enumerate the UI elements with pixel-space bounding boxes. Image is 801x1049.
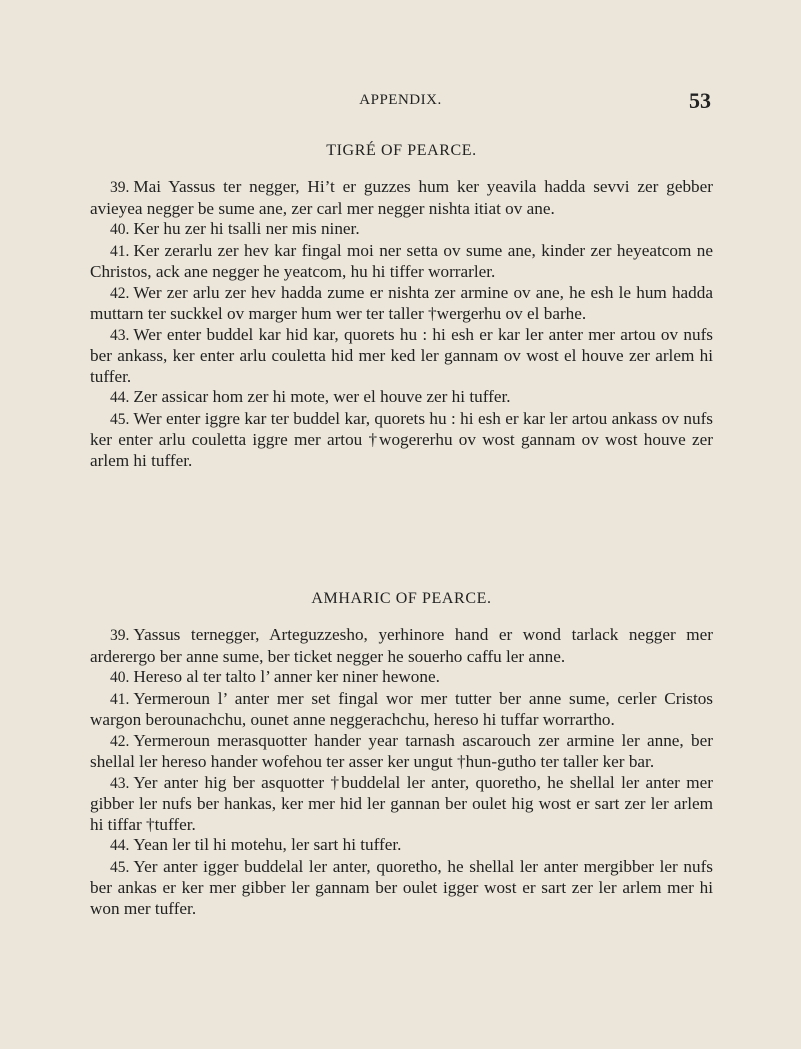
verse-number: 39. bbox=[110, 179, 130, 196]
verse-paragraph bbox=[90, 667, 713, 689]
verse-paragraph bbox=[90, 409, 713, 472]
verse-number: 43. bbox=[110, 326, 130, 344]
page-number: 53 bbox=[689, 88, 711, 113]
verse-paragraph bbox=[90, 283, 713, 325]
verse-number: 45. bbox=[110, 410, 130, 428]
verse-text: Yassus ternegger, Arteguzzesho, yerhinore hand er wond tarlack negger mer arderergo ber anne sume, ber ticket negger he souerho caffu ler anne. bbox=[90, 625, 713, 666]
verse-number: 41. bbox=[110, 690, 130, 708]
verse-paragraph bbox=[90, 387, 713, 409]
verse-text: Wer zer arlu zer hev hadda zume er nishta zer armine ov ane, he esh le hum hadda muttarn ter suckkel ov marger hum wer ter taller †wergerhu ov el barhe. bbox=[90, 282, 713, 323]
verse-number: 40. bbox=[110, 221, 130, 238]
verse-paragraph bbox=[90, 835, 713, 857]
verse-number: 44. bbox=[110, 837, 130, 854]
section-title: TIGRÉ OF PEARCE. bbox=[326, 142, 477, 159]
verse-text: Wer enter buddel kar hid kar, quorets hu : hi esh er kar ler anter mer artou ov nufs ber ankass, ker enter arlu couletta hid mer ked ler gannam ov wost el houve zer arlem hi tuffer. bbox=[90, 324, 713, 386]
verse-paragraph bbox=[90, 857, 713, 920]
verse-paragraph bbox=[90, 689, 713, 731]
amharic-section bbox=[90, 590, 713, 919]
verse-number: 39. bbox=[110, 627, 130, 644]
verse-text: Yermeroun l’ anter mer set fingal wor mer tutter ber anne sume, cerler Cristos wargon berounachchu, ounet anne neggerachchu, hereso hi tuffar worrartho. bbox=[90, 688, 713, 729]
verse-text: Ker hu zer hi tsalli ner mis niner. bbox=[133, 219, 360, 238]
verse-number: 45. bbox=[110, 858, 130, 876]
verse-text: Yer anter hig ber asquotter †buddelal ler anter, quoretho, he shellal ler anter mer gibber ler nufs ber hankas, ker mer hid ler gannan ber oulet hig wost er sart zer ler arlem hi tiffar †tuffer. bbox=[90, 772, 713, 834]
verse-number: 42. bbox=[110, 732, 130, 750]
tigre-section bbox=[90, 142, 713, 471]
verse-text: Wer enter iggre kar ter buddel kar, quorets hu : hi esh er kar ler artou ankass ov nufs ker enter arlu couletta iggre mer artou †wogererhu ov wost gannam ov wost houve zer arlem hi tuffer. bbox=[90, 408, 713, 470]
running-title: APPENDIX. bbox=[359, 92, 442, 108]
verse-number: 43. bbox=[110, 774, 130, 792]
verse-number: 40. bbox=[110, 669, 130, 686]
verse-text: Yer anter igger buddelal ler anter, quoretho, he shellal ler anter mergibber ler nufs ber ankas er ker mer gibber ler gannam ber oulet igger wost er sart zer ler arlem mer hi won mer tuffer. bbox=[90, 856, 713, 918]
section-title: AMHARIC OF PEARCE. bbox=[311, 590, 492, 607]
verse-number: 42. bbox=[110, 284, 130, 302]
verse-paragraph bbox=[90, 325, 713, 388]
verse-text: Hereso al ter talto l’ anner ker niner hewone. bbox=[133, 667, 440, 686]
verse-text: Zer assicar hom zer hi mote, wer el houve zer hi tuffer. bbox=[133, 387, 511, 406]
verse-text: Yermeroun merasquotter hander year tarnash ascarouch zer armine ler anne, ber shellal ler hereso hander wofehou ter asser ker ungut †hun-gutho ter taller ker bar. bbox=[90, 730, 713, 771]
verse-paragraph bbox=[90, 773, 713, 836]
verse-paragraph bbox=[90, 241, 713, 283]
verse-text: Yean ler til hi motehu, ler sart hi tuffer. bbox=[133, 835, 402, 854]
running-head bbox=[0, 88, 801, 118]
verse-text: Mai Yassus ter negger, Hi’t er guzzes hum ker yeavila hadda sevvi zer gebber avieyea negger be sume ane, zer carl mer negger nishta itiat ov ane. bbox=[90, 177, 713, 218]
verse-number: 41. bbox=[110, 242, 130, 260]
verse-paragraph bbox=[90, 177, 713, 219]
verse-number: 44. bbox=[110, 389, 130, 406]
verse-paragraph bbox=[90, 625, 713, 667]
verse-paragraph bbox=[90, 219, 713, 241]
verse-paragraph bbox=[90, 731, 713, 773]
verse-text: Ker zerarlu zer hev kar fingal moi ner setta ov sume ane, kinder zer heyeatcom ne Christos, ack ane negger he yeatcom, hu hi tiffer worrarler. bbox=[90, 240, 713, 281]
